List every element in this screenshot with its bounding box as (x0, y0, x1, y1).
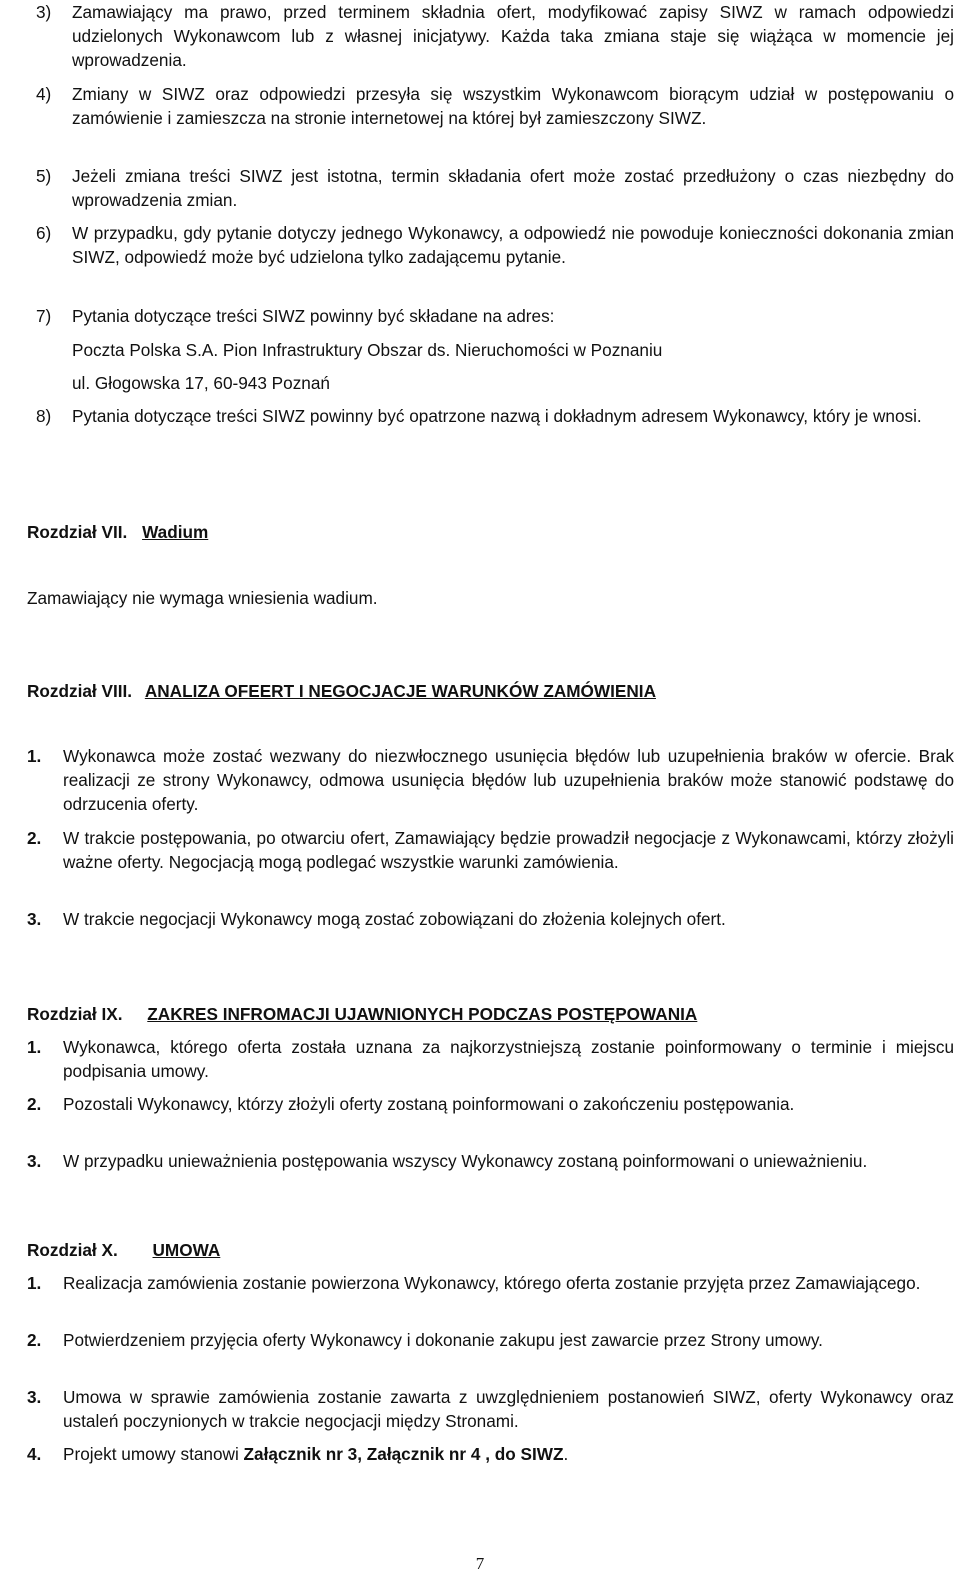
list-item (27, 1149, 954, 1173)
section-title: ZAKRES INFROMACJI UJAWNIONYCH PODCZAS POSTĘPOWANIA (147, 1004, 698, 1024)
list-text: Zmiany w SIWZ oraz odpowiedzi przesyła się wszystkim Wykonawcom biorącym udział w postępowaniu o zamówienie i zamieszcza na stronie internetowej na której był zamieszczony SIWZ. (72, 84, 954, 128)
section-title: UMOWA (152, 1240, 221, 1260)
list-item (36, 304, 954, 328)
list-number: 2. (27, 828, 42, 848)
list-text (63, 1442, 954, 1466)
address-line-2: ul. Głogowska 17, 60-943 Poznań (72, 373, 330, 393)
list-item (27, 1442, 954, 1466)
section-label: Rozdział IX. (27, 1004, 123, 1024)
list-item (27, 744, 954, 816)
list-number: 3. (27, 1151, 42, 1171)
list-item (27, 907, 954, 931)
list-text: Pytania dotyczące treści SIWZ powinny być składane na adres: (72, 306, 555, 326)
item-text-pre: Projekt umowy stanowi (63, 1444, 244, 1464)
list-number: 3) (36, 2, 52, 22)
list-number: 3. (27, 1387, 42, 1407)
list-text: Pozostali Wykonawcy, którzy złożyli oferty zostaną poinformowani o zakończeniu postępowania. (63, 1094, 795, 1114)
list-text: W trakcie postępowania, po otwarciu ofert, Zamawiający będzie prowadził negocjacje z Wykonawcami, którzy złożyli ważne oferty. Negocjacją mogą podlegać wszystkie warunki zamówienia. (63, 828, 954, 872)
list-text: Wykonawca, którego oferta została uznana za najkorzystniejszą zostanie poinformowany o terminie i miejscu podpisania umowy. (63, 1037, 954, 1081)
list-number: 1. (27, 1273, 42, 1293)
section-title: Wadium (142, 522, 209, 542)
list-text: Zamawiający ma prawo, przed terminem składnia ofert, modyfikować zapisy SIWZ w ramach odpowiedzi udzielonych Wykonawcom lub z własnej inicjatywy. Każda taka zmiana staje się wiążąca w momencie jej wprowadzenia. (72, 2, 954, 70)
list-number: 3. (27, 909, 42, 929)
list-number: 2. (27, 1330, 42, 1350)
section-heading (27, 1238, 947, 1262)
section-heading (27, 1002, 947, 1026)
list-text: Umowa w sprawie zamówienia zostanie zawarta z uwzględnieniem postanowień SIWZ, oferty Wykonawcy oraz ustaleń poczynionych w trakcie negocjacji między Stronami. (63, 1387, 954, 1431)
list-item (27, 1092, 954, 1116)
list-text: W przypadku unieważnienia postępowania wszyscy Wykonawcy zostaną poinformowani o unieważnieniu. (63, 1151, 868, 1171)
list-text: Potwierdzeniem przyjęcia oferty Wykonawcy i dokonanie zakupu jest zawarcie przez Strony umowy. (63, 1330, 823, 1350)
list-text: Jeżeli zmiana treści SIWZ jest istotna, termin składania ofert może zostać przedłużony o czas niezbędny do wprowadzenia zmian. (72, 166, 954, 210)
list-item (27, 1385, 954, 1433)
section-heading (27, 520, 947, 544)
list-text: Pytania dotyczące treści SIWZ powinny być opatrzone nazwą i dokładnym adresem Wykonawcy, który je wnosi. (72, 406, 922, 426)
list-number: 1. (27, 746, 42, 766)
list-text: Wykonawca może zostać wezwany do niezwłocznego usunięcia błędów lub uzupełnienia braków w ofercie. Brak realizacji ze strony Wykonawcy, odmowa usunięcia błędów lub uzupełnienia braków może stanowić podstawę do odrzucenia oferty. (63, 746, 954, 814)
section-paragraph: Zamawiający nie wymaga wniesienia wadium. (27, 588, 378, 608)
list-item (36, 404, 954, 428)
address-line-1: Poczta Polska S.A. Pion Infrastruktury Obszar ds. Nieruchomości w Poznaniu (72, 340, 663, 360)
list-item (27, 1271, 954, 1295)
list-text: W przypadku, gdy pytanie dotyczy jednego Wykonawcy, a odpowiedź nie powoduje konieczności dokonania zmian SIWZ, odpowiedź może być udzielona tylko zadającemu pytanie. (72, 223, 954, 267)
section-label: Rozdział VII. (27, 522, 128, 542)
item-text-bold: Załącznik nr 3, Załącznik nr 4 , do SIWZ (243, 1444, 564, 1464)
section-title: ANALIZA OFEERT I NEGOCJACJE WARUNKÓW ZAMÓWIENIA (144, 681, 656, 701)
list-number: 6) (36, 223, 52, 243)
section-label: Rozdział X. (27, 1240, 118, 1260)
item-text-post: . (563, 1444, 569, 1464)
list-text: Realizacja zamówienia zostanie powierzona Wykonawcy, którego oferta zostanie przyjęta przez Zamawiającego. (63, 1273, 921, 1293)
list-number: 4. (27, 1444, 42, 1464)
section-label: Rozdział VIII. (27, 681, 133, 701)
list-number: 5) (36, 166, 52, 186)
page-number: 7 (475, 1554, 485, 1573)
list-item (36, 82, 954, 130)
list-item (27, 1328, 954, 1352)
list-item (36, 164, 954, 212)
list-text: W trakcie negocjacji Wykonawcy mogą zostać zobowiązani do złożenia kolejnych ofert. (63, 909, 726, 929)
list-number: 8) (36, 406, 52, 426)
list-item (27, 1035, 954, 1083)
list-number: 2. (27, 1094, 42, 1114)
list-item (36, 0, 954, 72)
list-item (36, 221, 954, 269)
list-number: 7) (36, 306, 52, 326)
list-number: 1. (27, 1037, 42, 1057)
list-item (27, 826, 954, 874)
list-number: 4) (36, 84, 52, 104)
section-heading (27, 679, 947, 703)
